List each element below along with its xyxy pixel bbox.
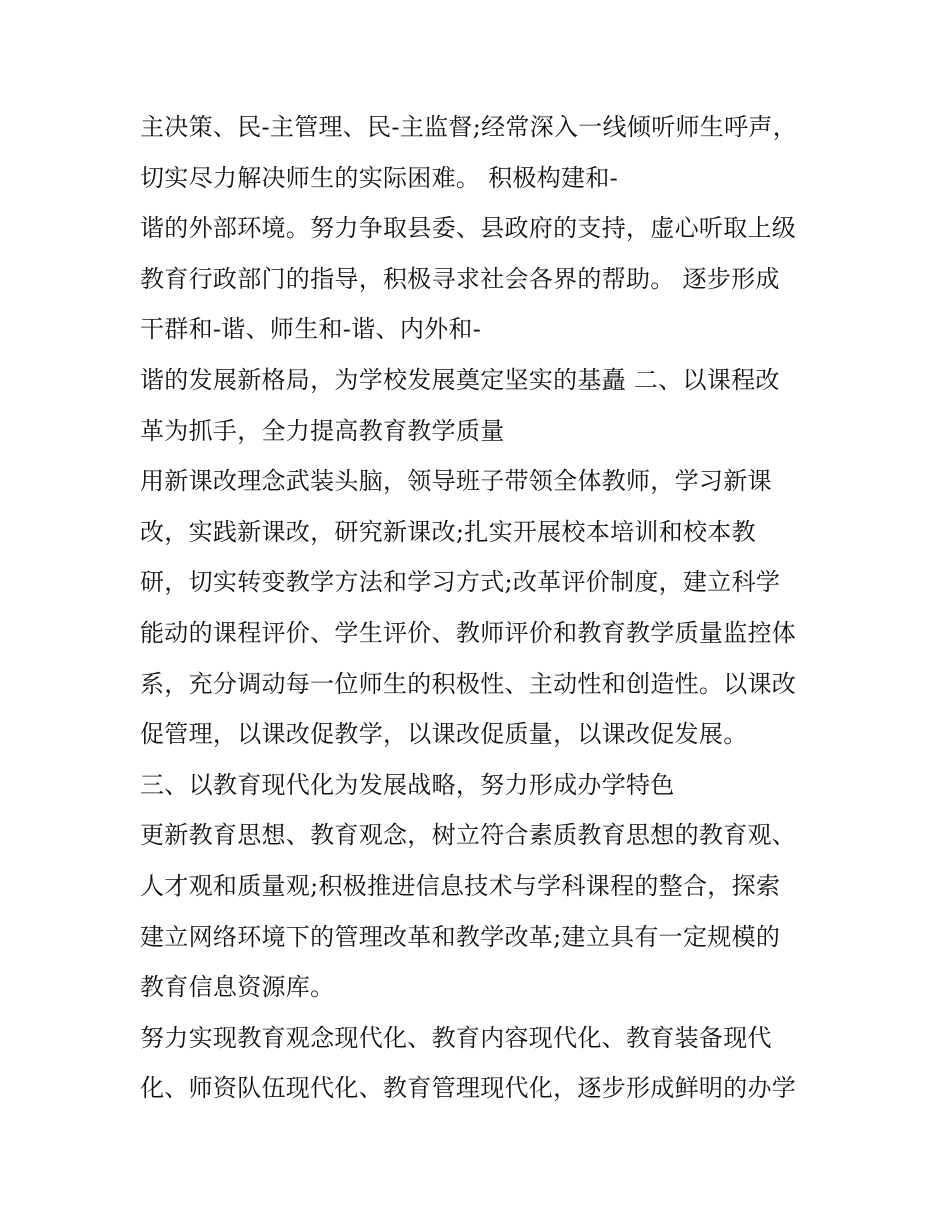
text-line: 教育行政部门的指导，积极寻求社会各界的帮助。 逐步形成 [140, 264, 780, 293]
body-text [140, 102, 830, 1114]
text-line: 化、师资队伍现代化、教育管理现代化，逐步形成鲜明的办学 [140, 1074, 797, 1103]
text-line: 谐的外部环境。努力争取县委、县政府的支持，虚心听取上级 [140, 214, 797, 243]
text-line: 用新课改理念武装头脑，领导班子带领全体教师，学习新课 [140, 467, 772, 496]
text-line: 干群和-谐、师生和-谐、内外和- [140, 315, 482, 344]
text-line: 促管理，以课改促教学，以课改促质量，以课改促发展。 [140, 720, 748, 749]
section-heading: 革为抓手，全力提高教育教学质量 [140, 416, 505, 445]
text-line: 改，实践新课改，研究新课改;扎实开展校本培训和校本教 [140, 517, 756, 546]
section-heading: 三、以教育现代化为发展战略，努力形成办学特色 [140, 770, 675, 799]
text-line: 建立网络环境下的管理改革和教学改革;建立具有一定规模的 [140, 922, 781, 951]
text-line: 主决策、民-主管理、民-主监督;经常深入一线倾听师生呼声， [140, 113, 798, 141]
text-line: 研，切实转变教学方法和学习方式;改革评价制度，建立科学 [140, 568, 781, 597]
text-line: 教育信息资源库。 [140, 973, 335, 1002]
text-line: 更新教育思想、教育观念，树立符合素质教育思想的教育观、 [140, 821, 797, 850]
text-line: 谐的发展新格局，为学校发展奠定坚实的基矗 二、以课程改 [140, 365, 780, 394]
text-line: 人才观和质量观;积极推进信息技术与学科课程的整合，探索 [140, 871, 781, 900]
text-line: 切实尽力解决师生的实际困难。 积极构建和- [140, 163, 619, 192]
text-line: 系，充分调动每一位师生的积极性、主动性和创造性。以课改 [140, 669, 797, 698]
text-line: 努力实现教育观念现代化、教育内容现代化、教育装备现代 [140, 1023, 772, 1052]
text-line: 能动的课程评价、学生评价、教师评价和教育教学质量监控体 [140, 618, 797, 647]
